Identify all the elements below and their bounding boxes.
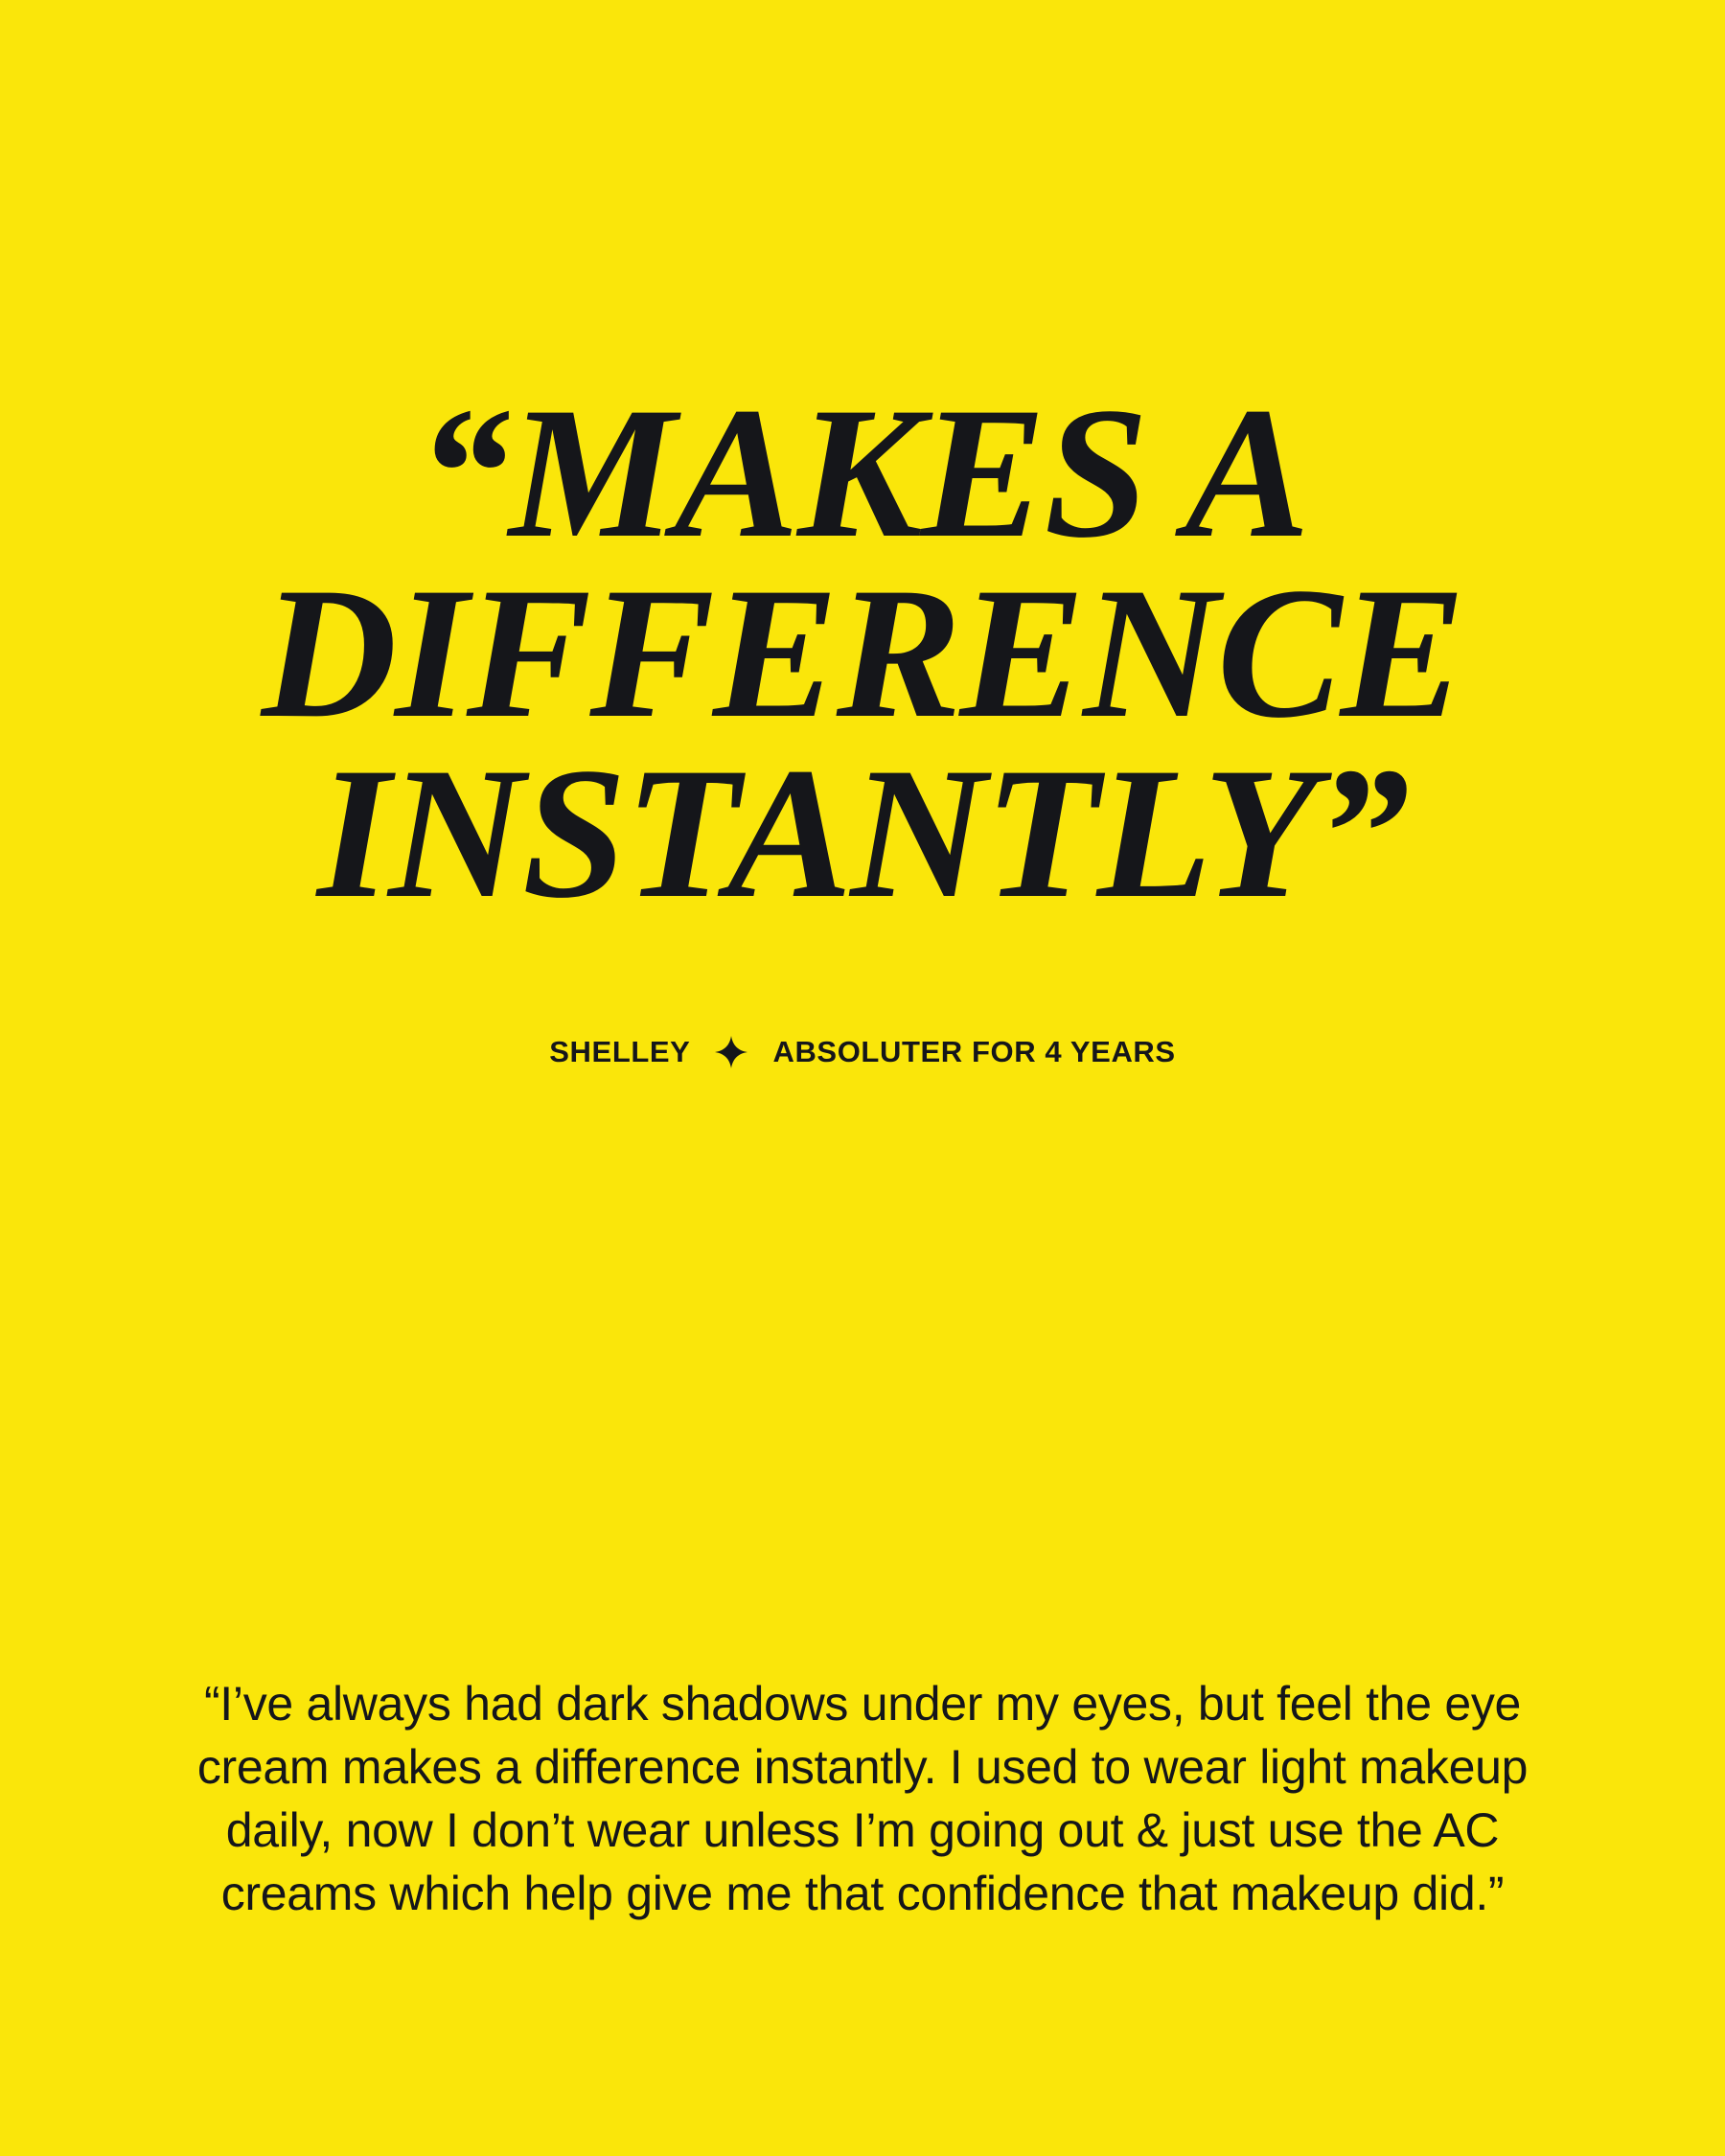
- review-quote: “I’ve always had dark shadows under my eyes, but feel the eye cream makes a difference instantly. I used to wear light makeup daily, now I don’t wear unless I’m going out & just use the AC creams which help give me that confidence that makeup did.”: [196, 1677, 1529, 1920]
- headline-line-2: DIFFERENCE: [261, 549, 1464, 758]
- headline-block: [0, 369, 1725, 938]
- sparkle-icon: [715, 1036, 748, 1068]
- reviewer-tenure: ABSOLUTER FOR 4 YEARS: [772, 1035, 1176, 1068]
- reviewer-name: SHELLEY: [549, 1035, 691, 1068]
- headline-line-3: INSTANTLY”: [317, 729, 1408, 938]
- headline-line-1: “MAKES A: [417, 369, 1308, 577]
- attribution: [0, 1035, 1725, 1069]
- page-title: [0, 369, 1725, 938]
- quote-block: [177, 1672, 1548, 1925]
